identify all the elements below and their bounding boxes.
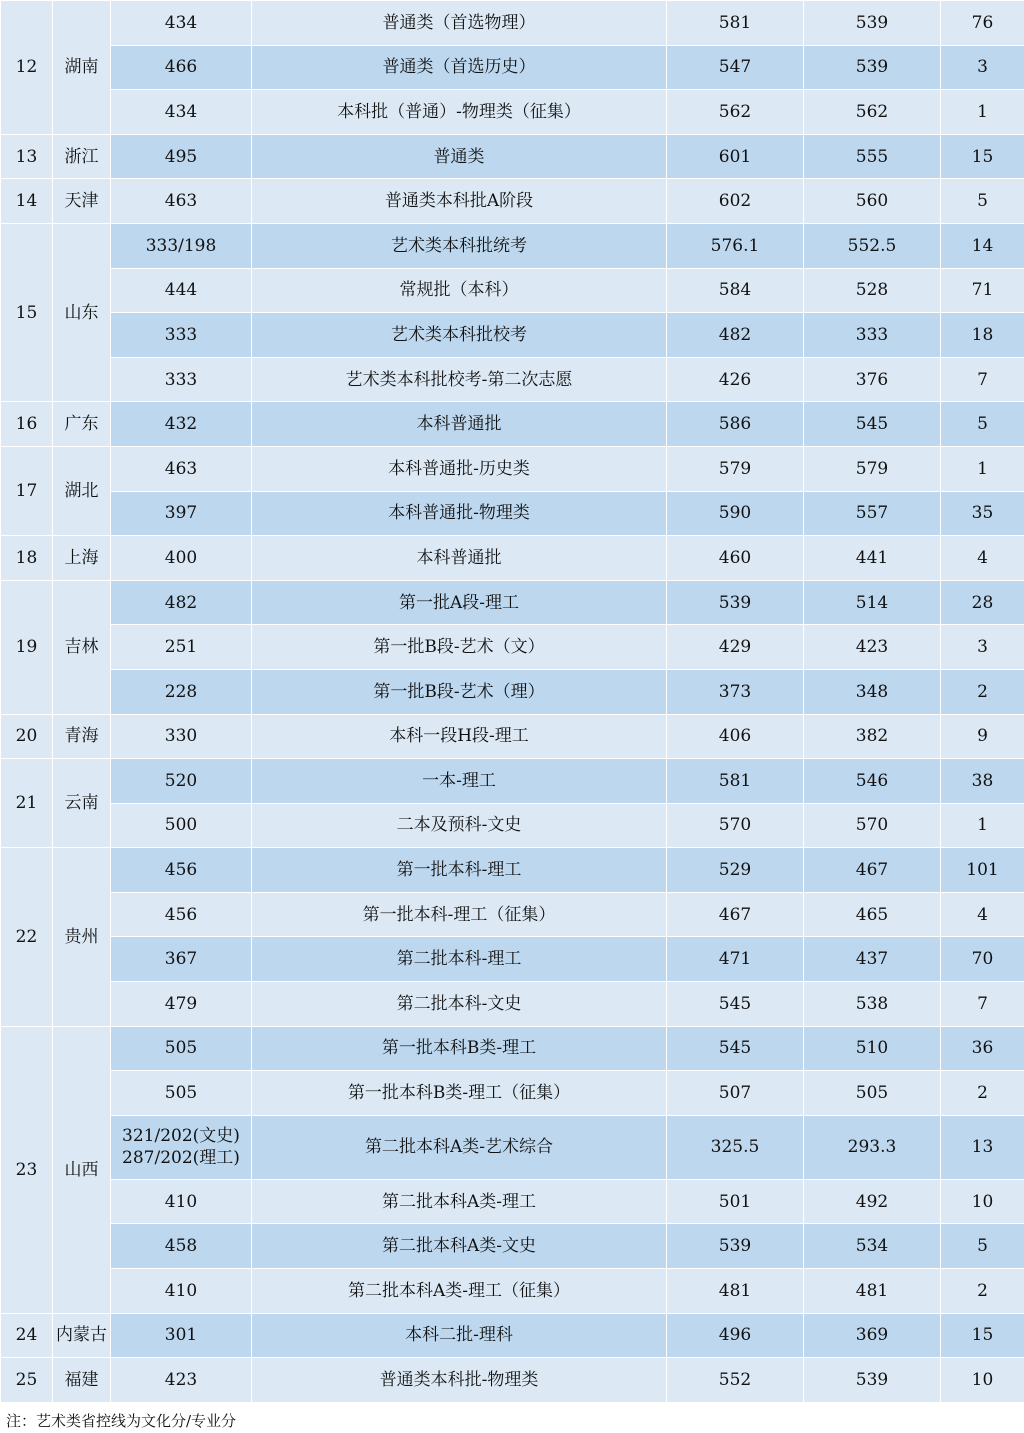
province-cell: 福建 bbox=[53, 1358, 111, 1403]
table-row bbox=[1, 1071, 1024, 1116]
max-score-cell: 584 bbox=[667, 268, 804, 313]
table-row bbox=[1, 313, 1024, 358]
row-number: 14 bbox=[1, 179, 53, 224]
batch-cell: 第二批本科-文史 bbox=[252, 982, 667, 1027]
table-row bbox=[1, 1115, 1024, 1179]
table-row bbox=[1, 759, 1024, 804]
max-score-cell: 570 bbox=[667, 803, 804, 848]
control-score-cell: 466 bbox=[111, 45, 252, 90]
table-row bbox=[1, 268, 1024, 313]
row-number: 18 bbox=[1, 536, 53, 581]
control-score-cell: 410 bbox=[111, 1179, 252, 1224]
enrolled-count-cell: 2 bbox=[941, 1269, 1024, 1314]
row-number: 23 bbox=[1, 1026, 53, 1313]
table-row bbox=[1, 536, 1024, 581]
control-score-cell: 432 bbox=[111, 402, 252, 447]
table-row bbox=[1, 1313, 1024, 1358]
min-score-cell: 492 bbox=[804, 1179, 941, 1224]
max-score-cell: 581 bbox=[667, 1, 804, 46]
province-cell: 浙江 bbox=[53, 134, 111, 179]
table-body bbox=[1, 1, 1024, 1403]
enrolled-count-cell: 36 bbox=[941, 1026, 1024, 1071]
min-score-cell: 467 bbox=[804, 848, 941, 893]
control-score-cell: 410 bbox=[111, 1269, 252, 1314]
max-score-cell: 581 bbox=[667, 759, 804, 804]
max-score-cell: 406 bbox=[667, 714, 804, 759]
max-score-cell: 590 bbox=[667, 491, 804, 536]
min-score-cell: 528 bbox=[804, 268, 941, 313]
row-number: 24 bbox=[1, 1313, 53, 1358]
batch-cell: 普通类本科批A阶段 bbox=[252, 179, 667, 224]
batch-cell: 第一批A段-理工 bbox=[252, 580, 667, 625]
control-score-cell: 479 bbox=[111, 982, 252, 1027]
min-score-cell: 376 bbox=[804, 357, 941, 402]
enrolled-count-cell: 35 bbox=[941, 491, 1024, 536]
enrolled-count-cell: 18 bbox=[941, 313, 1024, 358]
enrolled-count-cell: 15 bbox=[941, 134, 1024, 179]
max-score-cell: 481 bbox=[667, 1269, 804, 1314]
table-row bbox=[1, 1179, 1024, 1224]
province-cell: 云南 bbox=[53, 759, 111, 848]
control-score-cell: 434 bbox=[111, 1, 252, 46]
province-cell: 天津 bbox=[53, 179, 111, 224]
table-row bbox=[1, 45, 1024, 90]
control-score-cell: 505 bbox=[111, 1071, 252, 1116]
enrolled-count-cell: 13 bbox=[941, 1115, 1024, 1179]
enrolled-count-cell: 1 bbox=[941, 90, 1024, 135]
enrolled-count-cell: 15 bbox=[941, 1313, 1024, 1358]
batch-cell: 第一批本科-理工 bbox=[252, 848, 667, 893]
max-score-cell: 601 bbox=[667, 134, 804, 179]
max-score-cell: 539 bbox=[667, 1224, 804, 1269]
table-row bbox=[1, 1224, 1024, 1269]
enrolled-count-cell: 1 bbox=[941, 446, 1024, 491]
min-score-cell: 570 bbox=[804, 803, 941, 848]
control-score-cell: 458 bbox=[111, 1224, 252, 1269]
control-score-cell: 333 bbox=[111, 357, 252, 402]
batch-cell: 普通类（首选物理） bbox=[252, 1, 667, 46]
min-score-cell: 546 bbox=[804, 759, 941, 804]
row-number: 16 bbox=[1, 402, 53, 447]
min-score-cell: 538 bbox=[804, 982, 941, 1027]
min-score-cell: 539 bbox=[804, 45, 941, 90]
batch-cell: 第二批本科A类-理工 bbox=[252, 1179, 667, 1224]
control-score-cell: 444 bbox=[111, 268, 252, 313]
batch-cell: 本科批（普通）-物理类（征集） bbox=[252, 90, 667, 135]
min-score-cell: 510 bbox=[804, 1026, 941, 1071]
min-score-cell: 560 bbox=[804, 179, 941, 224]
min-score-cell: 539 bbox=[804, 1358, 941, 1403]
table-row bbox=[1, 669, 1024, 714]
province-cell: 内蒙古 bbox=[53, 1313, 111, 1358]
control-score-cell: 500 bbox=[111, 803, 252, 848]
control-score-cell: 463 bbox=[111, 446, 252, 491]
min-score-cell: 534 bbox=[804, 1224, 941, 1269]
enrolled-count-cell: 2 bbox=[941, 1071, 1024, 1116]
control-score-cell: 456 bbox=[111, 892, 252, 937]
table-row bbox=[1, 625, 1024, 670]
enrolled-count-cell: 101 bbox=[941, 848, 1024, 893]
batch-cell: 普通类本科批-物理类 bbox=[252, 1358, 667, 1403]
enrolled-count-cell: 3 bbox=[941, 45, 1024, 90]
table-row bbox=[1, 90, 1024, 135]
table-row bbox=[1, 1, 1024, 46]
row-number: 12 bbox=[1, 1, 53, 135]
max-score-cell: 460 bbox=[667, 536, 804, 581]
control-score-line: 287/202(理工) bbox=[122, 1148, 240, 1169]
min-score-cell: 293.3 bbox=[804, 1115, 941, 1179]
batch-cell: 艺术类本科批校考-第二次志愿 bbox=[252, 357, 667, 402]
table-row bbox=[1, 1026, 1024, 1071]
control-score-cell bbox=[111, 1115, 252, 1179]
batch-cell: 第一批本科B类-理工 bbox=[252, 1026, 667, 1071]
table-row bbox=[1, 1358, 1024, 1403]
table-row bbox=[1, 982, 1024, 1027]
min-score-cell: 481 bbox=[804, 1269, 941, 1314]
max-score-cell: 552 bbox=[667, 1358, 804, 1403]
batch-cell: 第一批B段-艺术（文） bbox=[252, 625, 667, 670]
enrolled-count-cell: 9 bbox=[941, 714, 1024, 759]
min-score-cell: 441 bbox=[804, 536, 941, 581]
table-row bbox=[1, 937, 1024, 982]
min-score-cell: 514 bbox=[804, 580, 941, 625]
table-row bbox=[1, 803, 1024, 848]
enrolled-count-cell: 38 bbox=[941, 759, 1024, 804]
min-score-cell: 465 bbox=[804, 892, 941, 937]
table-row bbox=[1, 223, 1024, 268]
row-number: 13 bbox=[1, 134, 53, 179]
batch-cell: 本科普通批 bbox=[252, 402, 667, 447]
control-score-line: 321/202(文史) bbox=[122, 1126, 240, 1147]
table-row bbox=[1, 491, 1024, 536]
control-score-cell: 423 bbox=[111, 1358, 252, 1403]
enrolled-count-cell: 28 bbox=[941, 580, 1024, 625]
enrolled-count-cell: 3 bbox=[941, 625, 1024, 670]
batch-cell: 普通类 bbox=[252, 134, 667, 179]
batch-cell: 艺术类本科批统考 bbox=[252, 223, 667, 268]
max-score-cell: 325.5 bbox=[667, 1115, 804, 1179]
min-score-cell: 557 bbox=[804, 491, 941, 536]
control-score-cell: 434 bbox=[111, 90, 252, 135]
batch-cell: 本科普通批-物理类 bbox=[252, 491, 667, 536]
max-score-cell: 579 bbox=[667, 446, 804, 491]
min-score-cell: 333 bbox=[804, 313, 941, 358]
min-score-cell: 505 bbox=[804, 1071, 941, 1116]
enrolled-count-cell: 10 bbox=[941, 1179, 1024, 1224]
batch-cell: 第二批本科A类-理工（征集） bbox=[252, 1269, 667, 1314]
enrolled-count-cell: 5 bbox=[941, 402, 1024, 447]
enrolled-count-cell: 14 bbox=[941, 223, 1024, 268]
table-row bbox=[1, 134, 1024, 179]
batch-cell: 第二批本科A类-艺术综合 bbox=[252, 1115, 667, 1179]
batch-cell: 普通类（首选历史） bbox=[252, 45, 667, 90]
batch-cell: 第一批本科-理工（征集） bbox=[252, 892, 667, 937]
batch-cell: 第二批本科-理工 bbox=[252, 937, 667, 982]
max-score-cell: 529 bbox=[667, 848, 804, 893]
min-score-cell: 348 bbox=[804, 669, 941, 714]
enrolled-count-cell: 76 bbox=[941, 1, 1024, 46]
batch-cell: 本科普通批-历史类 bbox=[252, 446, 667, 491]
control-score-cell: 456 bbox=[111, 848, 252, 893]
enrolled-count-cell: 1 bbox=[941, 803, 1024, 848]
row-number: 22 bbox=[1, 848, 53, 1026]
control-score-cell: 228 bbox=[111, 669, 252, 714]
enrolled-count-cell: 10 bbox=[941, 1358, 1024, 1403]
min-score-cell: 382 bbox=[804, 714, 941, 759]
province-cell: 山东 bbox=[53, 223, 111, 401]
control-score-cell: 367 bbox=[111, 937, 252, 982]
min-score-cell: 437 bbox=[804, 937, 941, 982]
control-score-cell: 505 bbox=[111, 1026, 252, 1071]
batch-cell: 第一批本科B类-理工（征集） bbox=[252, 1071, 667, 1116]
row-number: 21 bbox=[1, 759, 53, 848]
enrolled-count-cell: 4 bbox=[941, 536, 1024, 581]
max-score-cell: 545 bbox=[667, 1026, 804, 1071]
table-row bbox=[1, 402, 1024, 447]
max-score-cell: 426 bbox=[667, 357, 804, 402]
province-cell: 青海 bbox=[53, 714, 111, 759]
table-row bbox=[1, 1269, 1024, 1314]
table-row bbox=[1, 848, 1024, 893]
row-number: 15 bbox=[1, 223, 53, 401]
row-number: 20 bbox=[1, 714, 53, 759]
row-number: 17 bbox=[1, 446, 53, 535]
table-row bbox=[1, 714, 1024, 759]
control-score-cell: 400 bbox=[111, 536, 252, 581]
table-row bbox=[1, 357, 1024, 402]
batch-cell: 艺术类本科批校考 bbox=[252, 313, 667, 358]
batch-cell: 本科普通批 bbox=[252, 536, 667, 581]
batch-cell: 第一批B段-艺术（理） bbox=[252, 669, 667, 714]
max-score-cell: 482 bbox=[667, 313, 804, 358]
max-score-cell: 496 bbox=[667, 1313, 804, 1358]
enrolled-count-cell: 4 bbox=[941, 892, 1024, 937]
min-score-cell: 423 bbox=[804, 625, 941, 670]
min-score-cell: 579 bbox=[804, 446, 941, 491]
province-cell: 贵州 bbox=[53, 848, 111, 1026]
max-score-cell: 507 bbox=[667, 1071, 804, 1116]
batch-cell: 常规批（本科） bbox=[252, 268, 667, 313]
control-score-cell: 397 bbox=[111, 491, 252, 536]
row-number: 19 bbox=[1, 580, 53, 714]
max-score-cell: 501 bbox=[667, 1179, 804, 1224]
max-score-cell: 467 bbox=[667, 892, 804, 937]
max-score-cell: 429 bbox=[667, 625, 804, 670]
table-row bbox=[1, 580, 1024, 625]
max-score-cell: 471 bbox=[667, 937, 804, 982]
province-cell: 湖北 bbox=[53, 446, 111, 535]
control-score-cell: 301 bbox=[111, 1313, 252, 1358]
min-score-cell: 562 bbox=[804, 90, 941, 135]
control-score-cell: 330 bbox=[111, 714, 252, 759]
control-score-cell: 482 bbox=[111, 580, 252, 625]
max-score-cell: 576.1 bbox=[667, 223, 804, 268]
table-row bbox=[1, 892, 1024, 937]
max-score-cell: 547 bbox=[667, 45, 804, 90]
province-cell: 吉林 bbox=[53, 580, 111, 714]
batch-cell: 第二批本科A类-文史 bbox=[252, 1224, 667, 1269]
province-cell: 广东 bbox=[53, 402, 111, 447]
table-row bbox=[1, 446, 1024, 491]
max-score-cell: 539 bbox=[667, 580, 804, 625]
province-cell: 山西 bbox=[53, 1026, 111, 1313]
max-score-cell: 373 bbox=[667, 669, 804, 714]
control-score-cell: 333 bbox=[111, 313, 252, 358]
footnote: 注：艺术类省控线为文化分/专业分 bbox=[6, 1411, 237, 1430]
control-score-cell: 495 bbox=[111, 134, 252, 179]
row-number: 25 bbox=[1, 1358, 53, 1403]
province-cell: 湖南 bbox=[53, 1, 111, 135]
batch-cell: 一本-理工 bbox=[252, 759, 667, 804]
province-cell: 上海 bbox=[53, 536, 111, 581]
enrolled-count-cell: 70 bbox=[941, 937, 1024, 982]
min-score-cell: 369 bbox=[804, 1313, 941, 1358]
control-score-cell: 333/198 bbox=[111, 223, 252, 268]
enrolled-count-cell: 5 bbox=[941, 1224, 1024, 1269]
min-score-cell: 555 bbox=[804, 134, 941, 179]
min-score-cell: 545 bbox=[804, 402, 941, 447]
min-score-cell: 552.5 bbox=[804, 223, 941, 268]
enrolled-count-cell: 5 bbox=[941, 179, 1024, 224]
enrolled-count-cell: 2 bbox=[941, 669, 1024, 714]
batch-cell: 本科一段H段-理工 bbox=[252, 714, 667, 759]
batch-cell: 本科二批-理科 bbox=[252, 1313, 667, 1358]
max-score-cell: 602 bbox=[667, 179, 804, 224]
batch-cell: 二本及预科-文史 bbox=[252, 803, 667, 848]
max-score-cell: 586 bbox=[667, 402, 804, 447]
enrolled-count-cell: 7 bbox=[941, 357, 1024, 402]
min-score-cell: 539 bbox=[804, 1, 941, 46]
table-row bbox=[1, 179, 1024, 224]
control-score-cell: 463 bbox=[111, 179, 252, 224]
enrolled-count-cell: 71 bbox=[941, 268, 1024, 313]
enrolled-count-cell: 7 bbox=[941, 982, 1024, 1027]
max-score-cell: 545 bbox=[667, 982, 804, 1027]
control-score-cell: 520 bbox=[111, 759, 252, 804]
max-score-cell: 562 bbox=[667, 90, 804, 135]
control-score-cell: 251 bbox=[111, 625, 252, 670]
